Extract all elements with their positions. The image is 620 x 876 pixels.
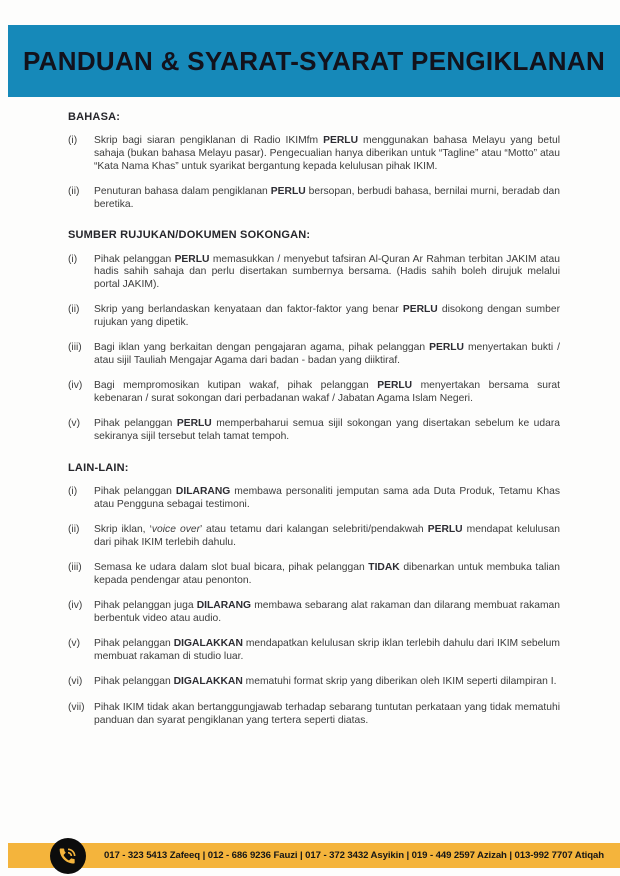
item-number: (vi): [68, 676, 83, 688]
list-item: [68, 600, 560, 625]
item-number: (iv): [68, 380, 83, 392]
footer-contacts: 017 - 323 5413 Zafeeq | 012 - 686 9236 Fauzi | 017 - 372 3432 Asyikin | 019 - 449 2597 Azizah | 013-992 7707 Atiqah: [103, 850, 605, 861]
item-text: Skrip iklan, ‘voice over’ atau tetamu dari kalangan selebriti/pendakwah PERLU mendapat kelulusan dari pihak IKIM terlebih dahulu.: [94, 524, 561, 548]
item-number: (i): [68, 253, 78, 265]
item-number: (i): [68, 485, 78, 497]
item-text: Pihak pelanggan DILARANG membawa personaliti jemputan sama ada Duta Produk, Tetamu Khas atau Pengguna sebagai testimoni.: [94, 485, 560, 510]
item-text: Pihak pelanggan juga DILARANG membawa sebarang alat rakaman dan dilarang membuat rakaman berbentuk video atau audio.: [94, 600, 560, 624]
item-text: Skrip bagi siaran pengiklanan di Radio IKIMfm PERLU menggunakan bahasa Melayu yang betul sahaja (bukan bahasa Melayu pasar). Pengecualian hanya diberikan untuk “Tagline” atau “Motto” atau “Kata Nama Khas” untuk syarikat bergantung kepada kelulusan pihak IKIM.: [94, 135, 560, 172]
item-number: (iii): [68, 342, 82, 354]
list-item: [68, 186, 560, 211]
item-number: (v): [68, 638, 81, 650]
document-body: [0, 97, 620, 843]
list-item: [68, 562, 560, 587]
item-number: (i): [68, 135, 78, 147]
list-item: [68, 524, 560, 549]
item-text: Pihak IKIM tidak akan bertanggungjawab terhadap sebarang tuntutan perkataan yang tidak mematuhi panduan dan syarat pengiklanan yang tertera seperti diatas.: [94, 701, 560, 726]
page-title: PANDUAN & SYARAT-SYARAT PENGIKLANAN: [22, 45, 606, 76]
item-text: Pihak pelanggan PERLU memperbaharui semua sijil sokongan yang disertakan sebelum ke udara sekiranya sijil tersebut telah tamat tempoh.: [94, 418, 560, 443]
section-heading: BAHASA:: [68, 111, 121, 123]
list-item: [68, 342, 560, 367]
item-text: Pihak pelanggan PERLU memasukkan / menyebut tafsiran Al-Quran Ar Rahman terbitan JAKIM atau hadis sahih sahaja dan perlu disertakan sumbernya bersama. (Hadis sahih boleh dirujuk melalui portal JAKIM).: [94, 253, 560, 290]
item-text: Bagi iklan yang berkaitan dengan pengajaran agama, pihak pelanggan PERLU menyertakan bukti / atau sijil Tauliah Mengajar Agama dari badan - badan yang diiktiraf.: [94, 342, 561, 366]
footer-contact-bar: [8, 843, 620, 868]
item-number: (ii): [68, 524, 80, 536]
section-heading: LAIN-LAIN:: [68, 461, 129, 474]
item-text: Skrip yang berlandaskan kenyataan dan faktor-faktor yang benar PERLU disokong dengan sumber rujukan yang dipetik.: [94, 304, 561, 328]
item-number: (ii): [68, 186, 80, 198]
title-banner: [8, 25, 620, 97]
item-number: (iii): [68, 562, 82, 574]
item-number: (vii): [68, 701, 85, 713]
item-text: Pihak pelanggan DIGALAKKAN mendapatkan kelulusan skrip iklan terlebih dahulu dari IKIM sebelum membuat rakaman di studio luar.: [94, 638, 560, 662]
list-item: [68, 254, 560, 292]
list-item: [68, 486, 560, 511]
list-item: [68, 638, 560, 663]
item-text: Pihak pelanggan DIGALAKKAN mematuhi format skrip yang diberikan oleh IKIM seperti dilampiran I.: [94, 676, 557, 688]
item-text: Semasa ke udara dalam slot bual bicara, pihak pelanggan TIDAK dibenarkan untuk membuka talian kepada pendengar atau penonton.: [94, 562, 560, 586]
list-item: [68, 304, 560, 329]
list-item: [68, 135, 560, 173]
item-number: (v): [68, 418, 81, 430]
list-item: [68, 380, 560, 405]
list-item: [68, 418, 560, 443]
item-number: (ii): [68, 304, 80, 316]
section-heading: SUMBER RUJUKAN/DOKUMEN SOKONGAN:: [68, 229, 311, 242]
item-text: Penuturan bahasa dalam pengiklanan PERLU bersopan, berbudi bahasa, bernilai murni, beradab dan beretika.: [94, 186, 561, 210]
phone-icon: [50, 838, 86, 874]
item-text: Bagi mempromosikan kutipan wakaf, pihak pelanggan PERLU menyertakan bersama surat kebenaran / surat sokongan dari perbadanan wakaf / Jabatan Agama Islam Negeri.: [94, 380, 561, 404]
list-item: [68, 676, 560, 689]
list-item: [68, 702, 560, 727]
item-number: (iv): [68, 600, 83, 612]
